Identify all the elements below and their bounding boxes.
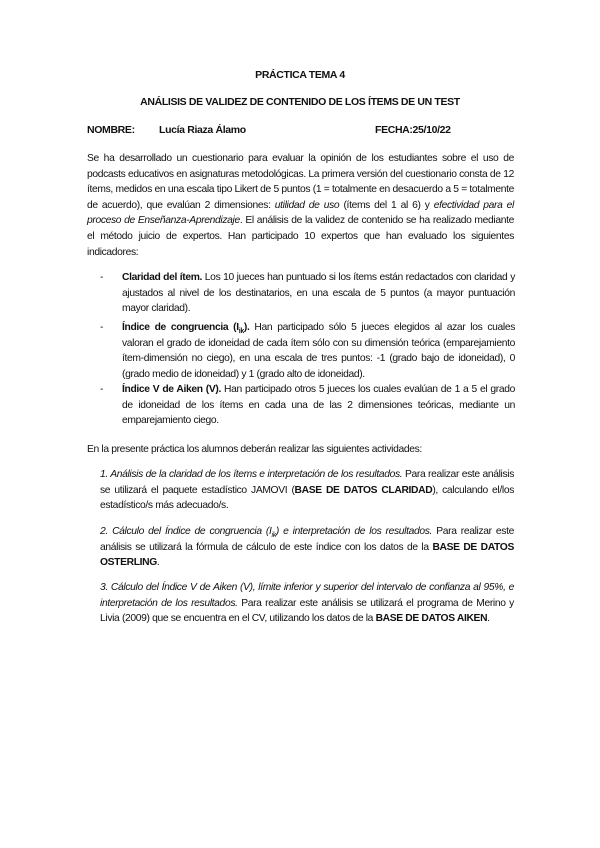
list-dash: -	[100, 272, 104, 283]
name-value: Lucía Riaza Álamo	[159, 124, 246, 136]
intro-text-1: Se ha desarrollado un cuestionario para evaluar la opinión de los estudiantes sobre el uso de podcasts educativos en asignaturas metodológicas. La primera versión del cuestionario consta de 12 ítems, medidos en una escala tipo Likert de 5 puntos (1 = totalmente en desacuerdo a 5 = totalmente de acuerdo), que evalúan 2 dimensiones:	[87, 153, 514, 211]
list-item	[100, 320, 515, 382]
activity-title: 2. Cálculo del Índice de congruencia (I	[100, 526, 272, 537]
indicator-list	[100, 270, 515, 317]
activity-tail: .	[156, 557, 160, 569]
indicator-title: Índice V de Aiken (V).	[122, 384, 221, 395]
date-label: FECHA:25/10/22	[375, 124, 451, 136]
activity-3	[100, 580, 514, 627]
indicator-title-tail: ).	[243, 322, 250, 333]
page-subtitle: ANÁLISIS DE VALIDEZ DE CONTENIDO DE LOS ÍTEMS DE UN TEST	[140, 96, 460, 108]
indicator-title: Claridad del ítem	[122, 272, 200, 283]
name-label: NOMBRE:	[87, 124, 135, 136]
indicator-title-subscript: ik	[238, 328, 244, 336]
activity-title-tail: ) e interpretación de los resultados.	[275, 526, 433, 537]
indicator-title-tail: .	[199, 272, 203, 283]
activity-title: 1. Análisis de la claridad de los ítems e interpretación de los resultados.	[100, 469, 403, 480]
activity-tail: .	[487, 613, 490, 625]
activity-2	[100, 524, 514, 571]
activity-title-subscript: ik	[271, 532, 276, 540]
dataset-name: BASE DE DATOS OSTERLING	[100, 541, 514, 569]
activity-tail: ), calculando el/los estadístico/s más adecuado/s.	[100, 484, 514, 512]
activity-text: Para realizar este análisis se utilizará el programa de Merino y Livia (2009) que se encuentra en el CV, utilizando los datos de la	[100, 597, 514, 625]
activity-title: 3. Cálculo del Índice V de Aiken (V), límite inferior y superior del intervalo de confianza al 95%, e interpretación de los resultados.	[100, 582, 514, 609]
intro-text-2: (ítems del 1 al 6) y	[339, 199, 434, 211]
indicator-title: Índice de congruencia (I	[122, 322, 239, 333]
indicator-list	[100, 320, 515, 382]
list-dash: -	[100, 384, 104, 395]
list-item	[100, 382, 515, 429]
intro-paragraph	[87, 151, 514, 260]
activity-1	[100, 467, 514, 514]
indicator-text: Han participado sólo 5 jueces elegidos al azar los cuales valoran el grado de idoneidad de cada ítem sólo con su dimensión teórica (emparejamiento ítem-dimensión no ciego), en una escala de tres puntos: -1 (grado bajo de idoneidad), 0 (grado medio de idoneidad) y 1 (grado alto de idoneidad).	[122, 322, 516, 380]
page-title: PRÁCTICA TEMA 4	[255, 69, 345, 81]
intro-text-3: . El análisis de la validez de contenido se ha realizado mediante el método juicio de expertos. Han participado 10 expertos que han evaluado los siguientes indicadores:	[87, 215, 514, 258]
activities-lead: En la presente práctica los alumnos deberán realizar las siguientes actividades:	[87, 444, 422, 455]
dataset-name: BASE DE DATOS AIKEN	[375, 613, 488, 625]
dataset-name: BASE DE DATOS CLARIDAD	[294, 484, 433, 496]
activity-text: Para realizar este análisis se utilizará la fórmula de cálculo de este índice con los datos de la	[100, 526, 514, 553]
list-dash: -	[100, 322, 104, 333]
indicator-text: Los 10 jueces han puntuado si los ítems están redactados con claridad y ajustados al nivel de los destinatarios, en una escala de 5 puntos (a mayor puntuación mayor claridad).	[122, 272, 515, 315]
dimension-1: utilidad de uso	[274, 199, 340, 211]
indicator-text: Han participado otros 5 jueces los cuales evalúan de 1 a 5 el grado de idoneidad de los ítems en cada una de las 2 dimensiones teóricas, mediante un emparejamiento ciego.	[122, 384, 515, 427]
activity-text: Para realizar este análisis se utilizará el paquete estadístico JAMOVI (	[100, 469, 514, 496]
list-item	[100, 270, 515, 317]
dimension-2: efectividad para el proceso de Enseñanza-Aprendizaje	[87, 199, 514, 227]
indicator-list	[100, 382, 515, 429]
